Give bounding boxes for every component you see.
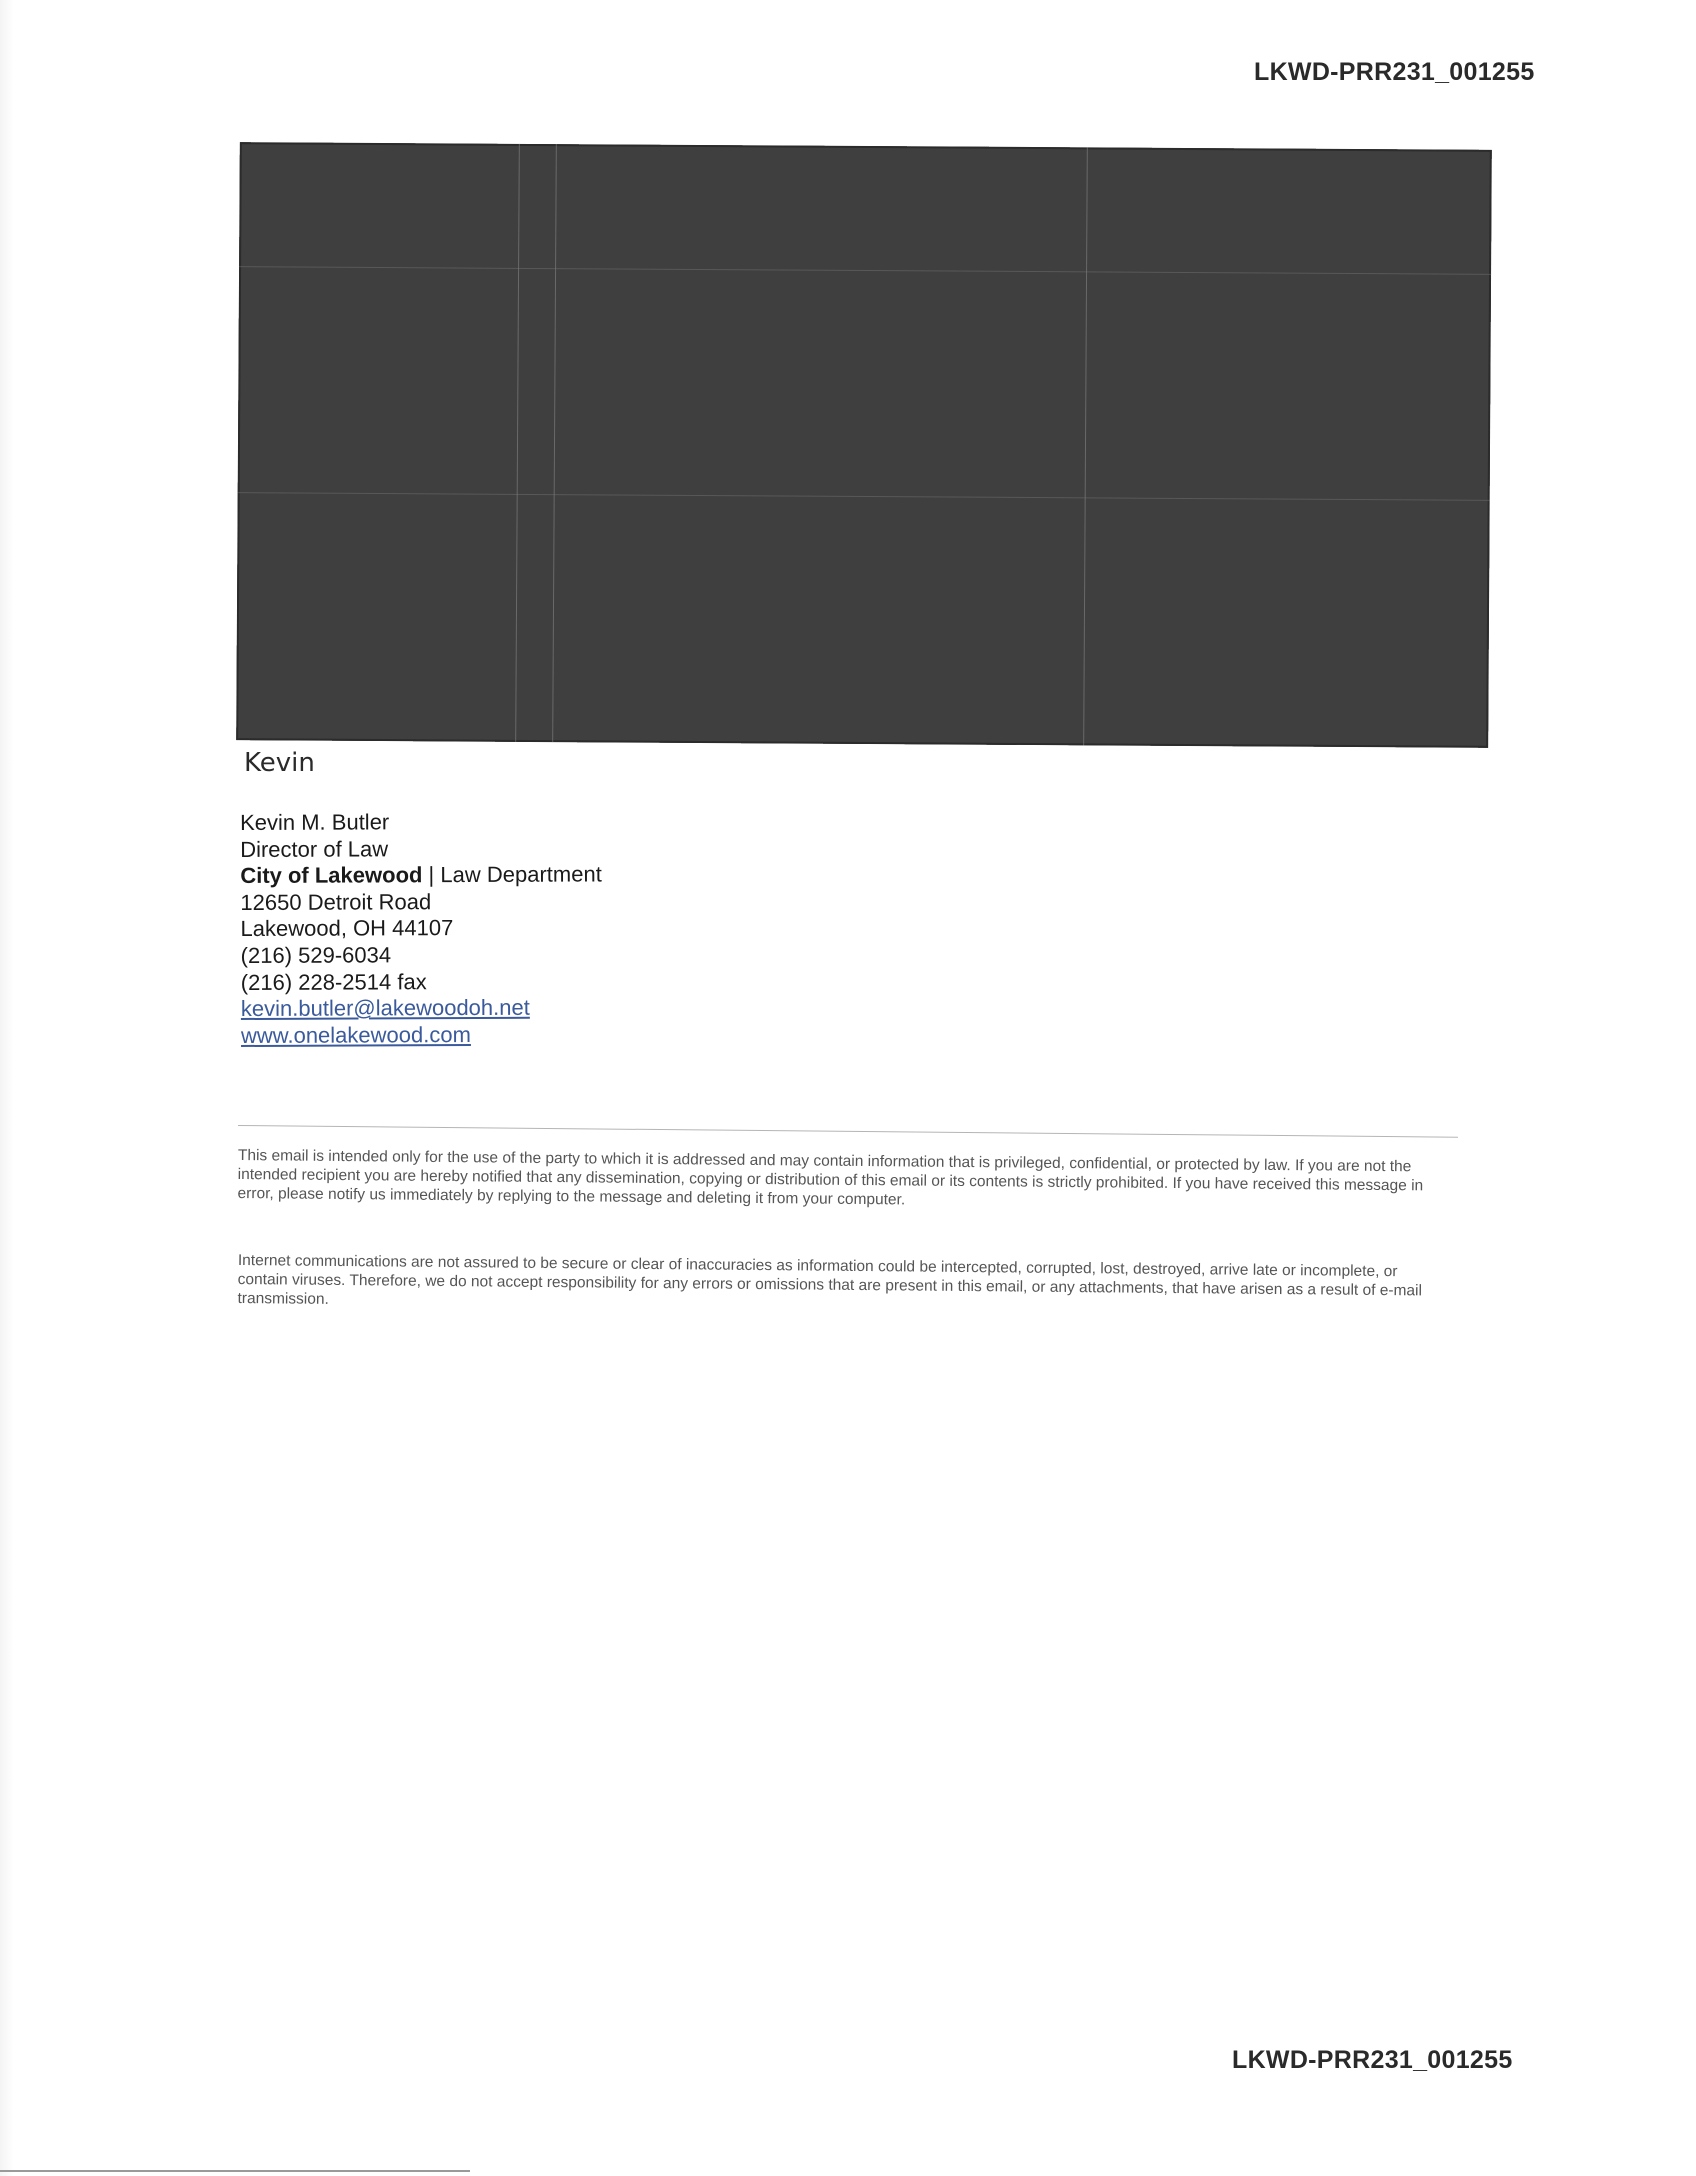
redaction-block	[236, 142, 1492, 748]
redaction-crease	[552, 144, 557, 742]
signature-name: Kevin M. Butler	[240, 809, 390, 835]
signature-street: 12650 Detroit Road	[240, 888, 432, 915]
signature-email-link[interactable]: kevin.butler@lakewoodoh.net	[240, 994, 530, 1022]
confidentiality-disclaimer: This email is intended only for the use of the party to which it is addressed and may contain information that is privileged, confidential, or protected by law. If you are not the intended recipient you are hereby notified that any dissemination, copying or distribution of this email or its contents is strictly prohibited. If you have received this message in error, please notify us immediately by replying to the message and deleting it from your computer.	[237, 1147, 1424, 1209]
signature-fax: (216) 228-2514 fax	[240, 968, 427, 995]
email-signature	[240, 808, 603, 1049]
greeting: Kevin	[244, 748, 315, 778]
bates-number-top: LKWD-PRR231_001255	[1254, 58, 1535, 86]
bates-number-bottom: LKWD-PRR231_001255	[1232, 2046, 1513, 2074]
redaction-crease	[238, 492, 1490, 501]
transmission-disclaimer: Internet communications are not assured to be secure or clear of inaccuracies as information could be intercepted, corrupted, lost, destroyed, arrive late or incomplete, or contain viruses. Therefore, we do not accept responsibility for any errors or omissions that are present in this email, or any attachments, that have arisen as a result of e-mail transmission.	[237, 1252, 1423, 1308]
signature-separator: |	[422, 862, 441, 888]
scan-artifact-line	[0, 2170, 470, 2172]
signature-organization: City of Lakewood	[240, 862, 423, 889]
signature-website-link[interactable]: www.onelakewood.com	[240, 1021, 471, 1048]
disclaimer-divider	[238, 1125, 1458, 1138]
redaction-crease	[515, 144, 520, 742]
signature-department: Law Department	[440, 861, 602, 888]
signature-title: Director of Law	[240, 835, 389, 862]
signature-phone: (216) 529-6034	[240, 942, 392, 968]
scan-edge-shadow	[0, 0, 14, 2176]
signature-organization-line	[240, 862, 602, 890]
redaction-crease	[1083, 147, 1088, 745]
redaction-crease	[239, 266, 1491, 275]
signature-city-state-zip: Lakewood, OH 44107	[240, 915, 454, 942]
